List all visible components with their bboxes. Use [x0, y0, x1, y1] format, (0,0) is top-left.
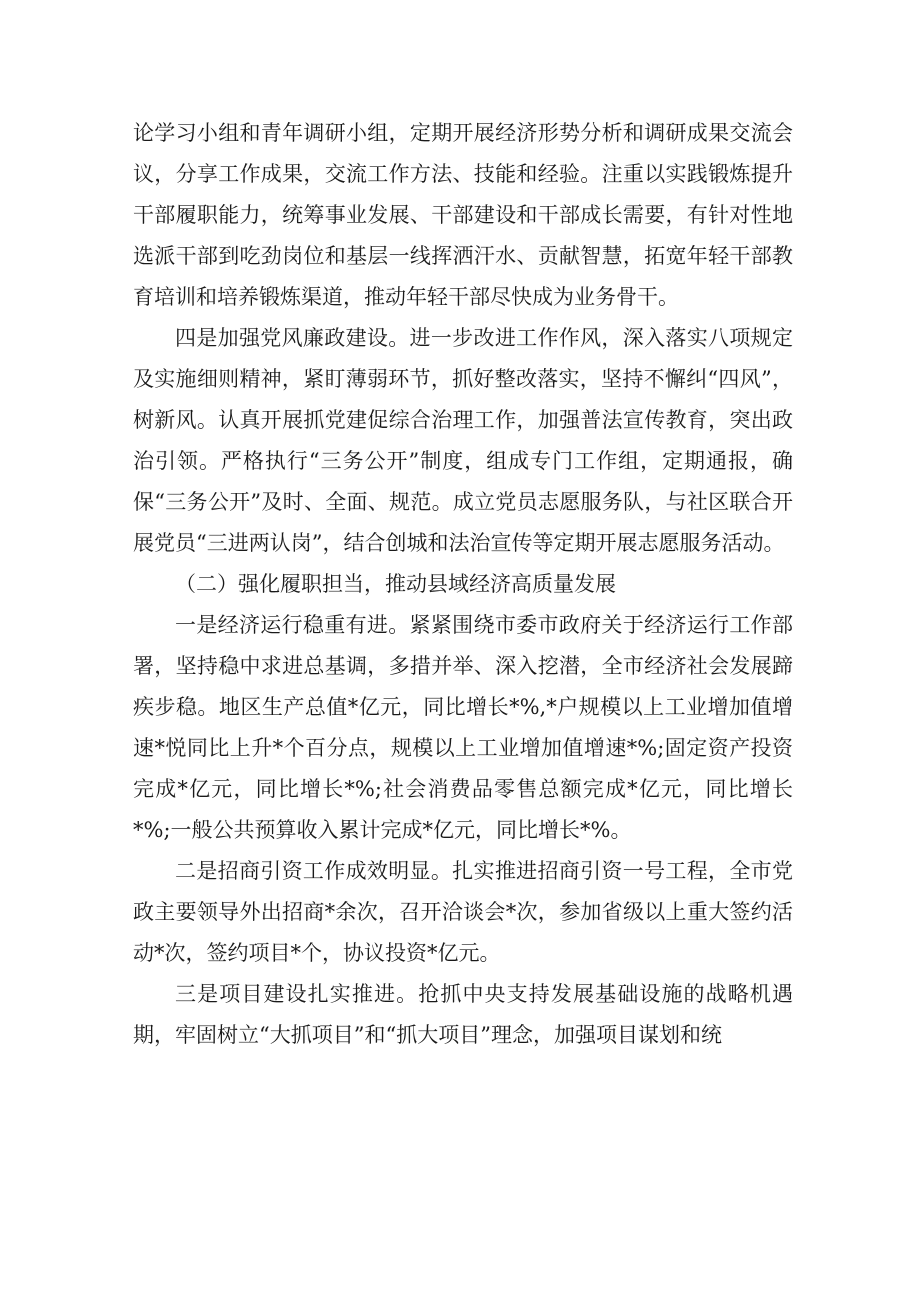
paragraph-economic-operation: 一是经济运行稳重有进。紧紧围绕市委市政府关于经济运行工作部署，坚持稳中求进总基调，多措并举、深入挖潜，全市经济社会发展蹄疾步稳。地区生产总值*亿元，同比增长*%,*户规模以上工业增加值增速*悦同比上升*个百分点，规模以上工业增加值增速*%;固定资产投资完成*亿元，同比增长*%;社会消费品零售总额完成*亿元，同比增长*%;一般公共预算收入累计完成*亿元，同比增长*%。 [133, 613, 793, 842]
paragraph-party-conduct: 四是加强党风廉政建设。进一步改进工作作风，深入落实八项规定及实施细则精神，紧盯薄弱环节，抓好整改落实，坚持不懈纠“四风”，树新风。认真开展抓党建促综合治理工作，加强普法宣传教育，突出政治引领。严格执行“三务公开”制度，组成专门工作组，定期通报，确保“三务公开”及时、全面、规范。成立党员志愿服务队，与社区联合开展党员“三进两认岗”，结合创城和法治宣传等定期开展志愿服务活动。 [133, 326, 793, 555]
paragraph-continuation: 论学习小组和青年调研小组，定期开展经济形势分析和调研成果交流会议，分享工作成果，交流工作方法、技能和经验。注重以实践锻炼提升干部履职能力，统筹事业发展、干部建设和干部成长需要，有针对性地选派干部到吃劲岗位和基层一线挥洒汗水、贡献智慧，拓宽年轻干部教育培训和培养锻炼渠道，推动年轻干部尽快成为业务骨干。 [133, 121, 793, 309]
document-body [133, 113, 793, 1056]
section-heading: （二）强化履职担当，推动县域经济高质量发展 [175, 572, 616, 596]
paragraph-investment-promotion: 二是招商引资工作成效明显。扎实推进招商引资一号工程，全市党政主要领导外出招商*余次，召开洽谈会*次，参加省级以上重大签约活动*次，签约项目*个，协议投资*亿元。 [133, 859, 793, 965]
paragraph-project-construction: 三是项目建设扎实推进。抢抓中央支持发展基础设施的战略机遇期，牢固树立“大抓项目”和“抓大项目”理念，加强项目谋划和统 [133, 982, 793, 1047]
